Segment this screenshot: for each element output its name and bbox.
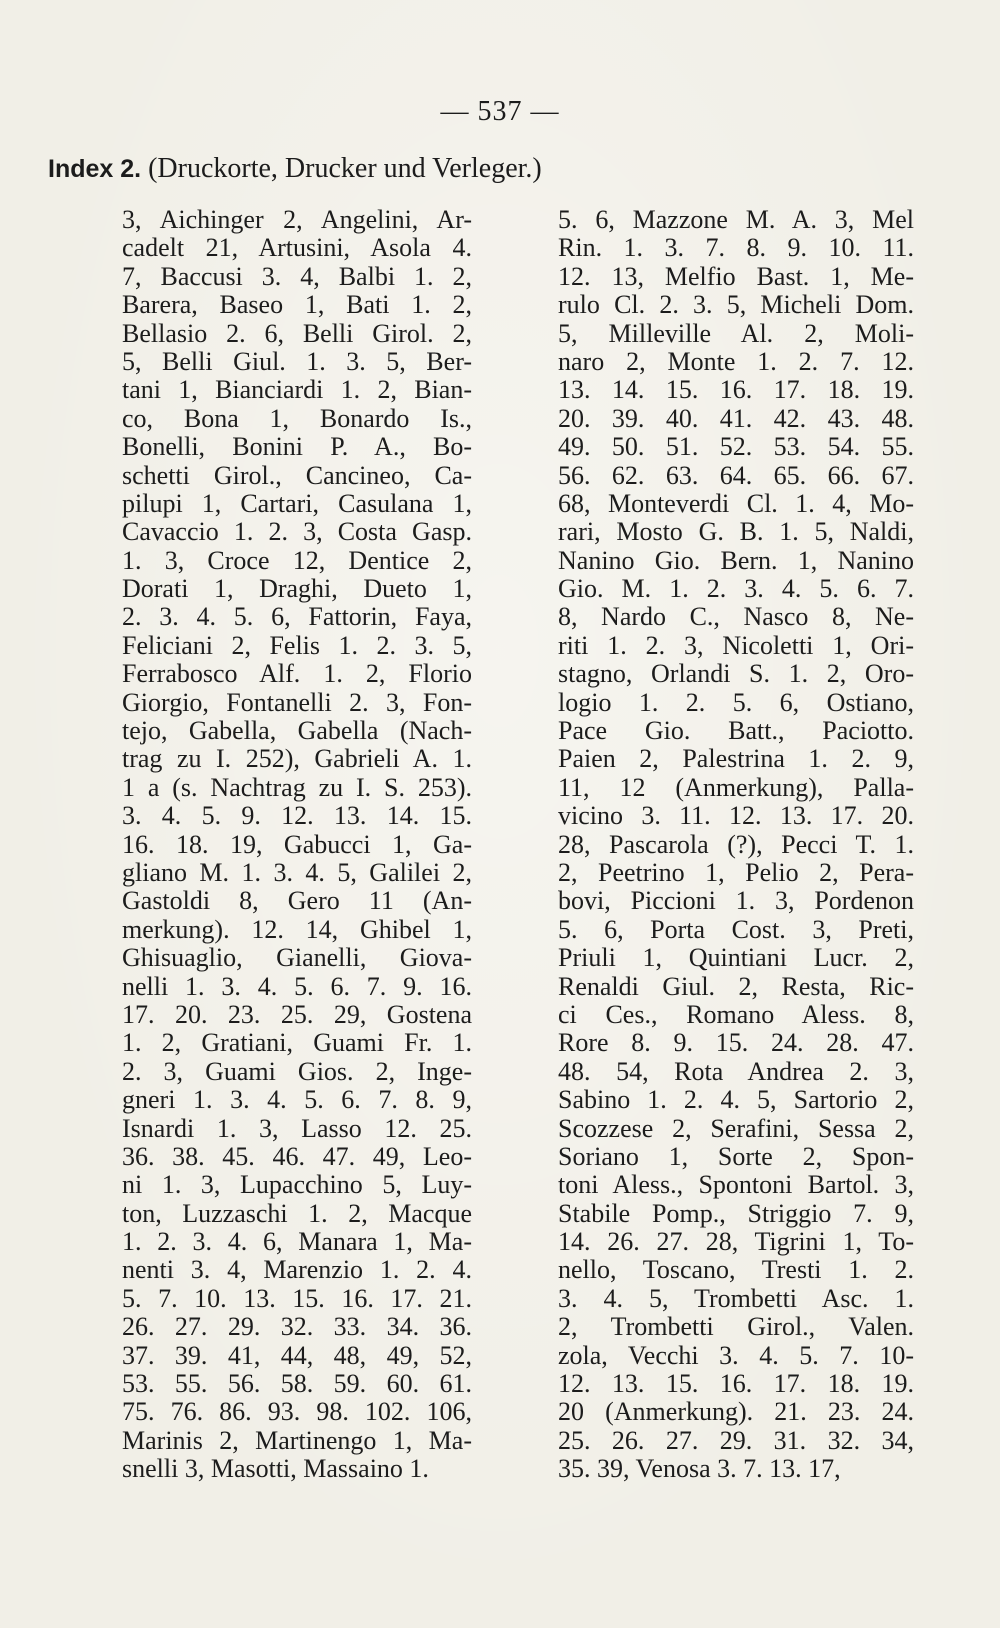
index-line: 36. 38. 45. 46. 47. 49, Leo- <box>122 1141 472 1171</box>
index-line: vicino 3. 11. 12. 13. 17. 20. <box>558 801 914 831</box>
index-line: 5. 6, Mazzone M. A. 3, Mel <box>558 205 914 234</box>
index-line: 5, Milleville Al. 2, Moli- <box>558 318 914 348</box>
index-line: 2. 3, Guami Gios. 2, Inge- <box>122 1056 472 1086</box>
index-line: 53. 55. 56. 58. 59. 60. 61. <box>122 1369 472 1399</box>
index-line: Stabile Pomp., Striggio 7. 9, <box>558 1198 914 1228</box>
index-line: toni Aless., Spontoni Bartol. 3, <box>558 1170 914 1200</box>
index-line: nello, Toscano, Tresti 1. 2. <box>558 1255 914 1285</box>
index-line: Cavaccio 1. 2. 3, Costa Gasp. <box>122 517 472 547</box>
index-line: Isnardi 1. 3, Lasso 12. 25. <box>122 1113 472 1143</box>
index-line: 3. 4. 5, Trombetti Asc. 1. <box>558 1283 914 1313</box>
index-line: Giorgio, Fontanelli 2. 3, Fon- <box>122 687 472 717</box>
index-line: 5, Belli Giul. 1. 3. 5, Ber- <box>122 346 472 376</box>
index-line: bovi, Piccioni 1. 3, Pordenon <box>558 886 914 916</box>
index-line: 1 a (s. Nachtrag zu I. S. 253). <box>122 772 472 802</box>
index-line: 3. 4. 5. 9. 12. 13. 14. 15. <box>122 801 472 831</box>
index-line: schetti Girol., Cancineo, Ca- <box>122 460 472 490</box>
index-line: Feliciani 2, Felis 1. 2. 3. 5, <box>122 630 472 660</box>
index-line: 2, Peetrino 1, Pelio 2, Pera- <box>558 857 914 887</box>
index-line: 16. 18. 19, Gabucci 1, Ga- <box>122 829 472 859</box>
index-line: rulo Cl. 2. 3. 5, Micheli Dom. <box>558 290 914 320</box>
index-line: Dorati 1, Draghi, Dueto 1, <box>122 574 472 604</box>
index-line: 25. 26. 27. 29. 31. 32. 34, <box>558 1425 914 1455</box>
index-line: Ghisuaglio, Gianelli, Giova- <box>122 943 472 973</box>
index-line: 2, Trombetti Girol., Valen. <box>558 1312 914 1342</box>
index-line: 14. 26. 27. 28, Tigrini 1, To- <box>558 1227 914 1257</box>
index-line: 28, Pascarola (?), Pecci T. 1. <box>558 829 914 859</box>
index-line: Renaldi Giul. 2, Resta, Ric- <box>558 971 914 1001</box>
index-line: 2. 3. 4. 5. 6, Fattorin, Faya, <box>122 602 472 632</box>
index-line: Ferrabosco Alf. 1. 2, Florio <box>122 659 472 689</box>
index-label: Index 2. <box>48 155 142 183</box>
index-line: Rore 8. 9. 15. 24. 28. 47. <box>558 1028 914 1058</box>
index-line: 1. 3, Croce 12, Dentice 2, <box>122 545 472 575</box>
index-line: Bellasio 2. 6, Belli Girol. 2, <box>122 318 472 348</box>
index-line: nenti 3. 4, Marenzio 1. 2. 4. <box>122 1255 472 1285</box>
index-line: 12. 13, Melfio Bast. 1, Me- <box>558 261 914 291</box>
index-line: 68, Monteverdi Cl. 1. 4, Mo- <box>558 488 914 518</box>
index-line: stagno, Orlandi S. 1. 2, Oro- <box>558 659 914 689</box>
index-line: naro 2, Monte 1. 2. 7. 12. <box>558 346 914 376</box>
index-line: 8, Nardo C., Nasco 8, Ne- <box>558 602 914 632</box>
index-line: nelli 1. 3. 4. 5. 6. 7. 9. 16. <box>122 971 472 1001</box>
index-line: 1. 2. 3. 4. 6, Manara 1, Ma- <box>122 1227 472 1257</box>
right-column <box>558 206 914 1484</box>
index-line: Scozzese 2, Serafini, Sessa 2, <box>558 1113 914 1143</box>
index-line: riti 1. 2. 3, Nicoletti 1, Ori- <box>558 630 914 660</box>
index-line: 20. 39. 40. 41. 42. 43. 48. <box>558 403 914 433</box>
index-line: 5. 6, Porta Cost. 3, Preti, <box>558 914 914 944</box>
index-line: 37. 39. 41, 44, 48, 49, 52, <box>122 1340 472 1370</box>
index-line: 48. 54, Rota Andrea 2. 3, <box>558 1056 914 1086</box>
left-column <box>122 206 472 1484</box>
index-line: Paien 2, Palestrina 1. 2. 9, <box>558 744 914 774</box>
index-line: 13. 14. 15. 16. 17. 18. 19. <box>558 375 914 405</box>
index-line: pilupi 1, Cartari, Casulana 1, <box>122 488 472 518</box>
index-line: Marinis 2, Martinengo 1, Ma- <box>122 1425 472 1455</box>
page-number: — 537 — <box>440 96 560 127</box>
index-line: rari, Mosto G. B. 1. 5, Naldi, <box>558 517 914 547</box>
index-line: zola, Vecchi 3. 4. 5. 7. 10- <box>558 1340 914 1370</box>
index-line: snelli 3, Masotti, Massaino 1. <box>122 1454 429 1484</box>
index-line: 49. 50. 51. 52. 53. 54. 55. <box>558 432 914 462</box>
index-line: 1. 2, Gratiani, Guami Fr. 1. <box>122 1028 472 1058</box>
index-line: 26. 27. 29. 32. 33. 34. 36. <box>122 1312 472 1342</box>
index-line: 3, Aichinger 2, Angelini, Ar- <box>122 205 472 234</box>
index-line: 7, Baccusi 3. 4, Balbi 1. 2, <box>122 261 472 291</box>
index-line: Sabino 1. 2. 4. 5, Sartorio 2, <box>558 1085 914 1115</box>
index-line: cadelt 21, Artusini, Asola 4. <box>122 233 472 263</box>
index-line: gliano M. 1. 3. 4. 5, Galilei 2, <box>122 857 472 887</box>
index-line: Pace Gio. Batt., Paciotto. <box>558 716 914 746</box>
index-line: ni 1. 3, Lupacchino 5, Luy- <box>122 1170 472 1200</box>
index-line: Barera, Baseo 1, Bati 1. 2, <box>122 290 472 320</box>
index-line: 11, 12 (Anmerkung), Palla- <box>558 772 914 802</box>
index-line: logio 1. 2. 5. 6, Ostiano, <box>558 687 914 717</box>
index-line: 5. 7. 10. 13. 15. 16. 17. 21. <box>122 1283 472 1313</box>
index-line: gneri 1. 3. 4. 5. 6. 7. 8. 9, <box>122 1085 472 1115</box>
index-line: merkung). 12. 14, Ghibel 1, <box>122 914 472 944</box>
index-line: 75. 76. 86. 93. 98. 102. 106, <box>122 1397 472 1427</box>
index-line: Gio. M. 1. 2. 3. 4. 5. 6. 7. <box>558 574 914 604</box>
index-line: 56. 62. 63. 64. 65. 66. 67. <box>558 460 914 490</box>
index-line: 20 (Anmerkung). 21. 23. 24. <box>558 1397 914 1427</box>
index-line: Nanino Gio. Bern. 1, Nanino <box>558 545 914 575</box>
index-line: Bonelli, Bonini P. A., Bo- <box>122 432 472 462</box>
index-line: trag zu I. 252), Gabrieli A. 1. <box>122 744 472 774</box>
index-line: Gastoldi 8, Gero 11 (An- <box>122 886 472 916</box>
index-line: 17. 20. 23. 25. 29, Gostena <box>122 999 472 1029</box>
index-line: tejo, Gabella, Gabella (Nach- <box>122 716 472 746</box>
index-line: Soriano 1, Sorte 2, Spon- <box>558 1141 914 1171</box>
index-line: ton, Luzzaschi 1. 2, Macque <box>122 1198 472 1228</box>
index-heading <box>48 153 542 185</box>
index-line: 35. 39, Venosa 3. 7. 13. 17, <box>558 1454 841 1484</box>
index-line: co, Bona 1, Bonardo Is., <box>122 403 472 433</box>
index-line: ci Ces., Romano Aless. 8, <box>558 999 914 1029</box>
index-line: Priuli 1, Quintiani Lucr. 2, <box>558 943 914 973</box>
index-line: Rin. 1. 3. 7. 8. 9. 10. 11. <box>558 233 914 263</box>
index-line: 12. 13. 15. 16. 17. 18. 19. <box>558 1369 914 1399</box>
index-subtitle: (Druckorte, Drucker und Verleger.) <box>148 153 542 184</box>
index-line: tani 1, Bianciardi 1. 2, Bian- <box>122 375 472 405</box>
